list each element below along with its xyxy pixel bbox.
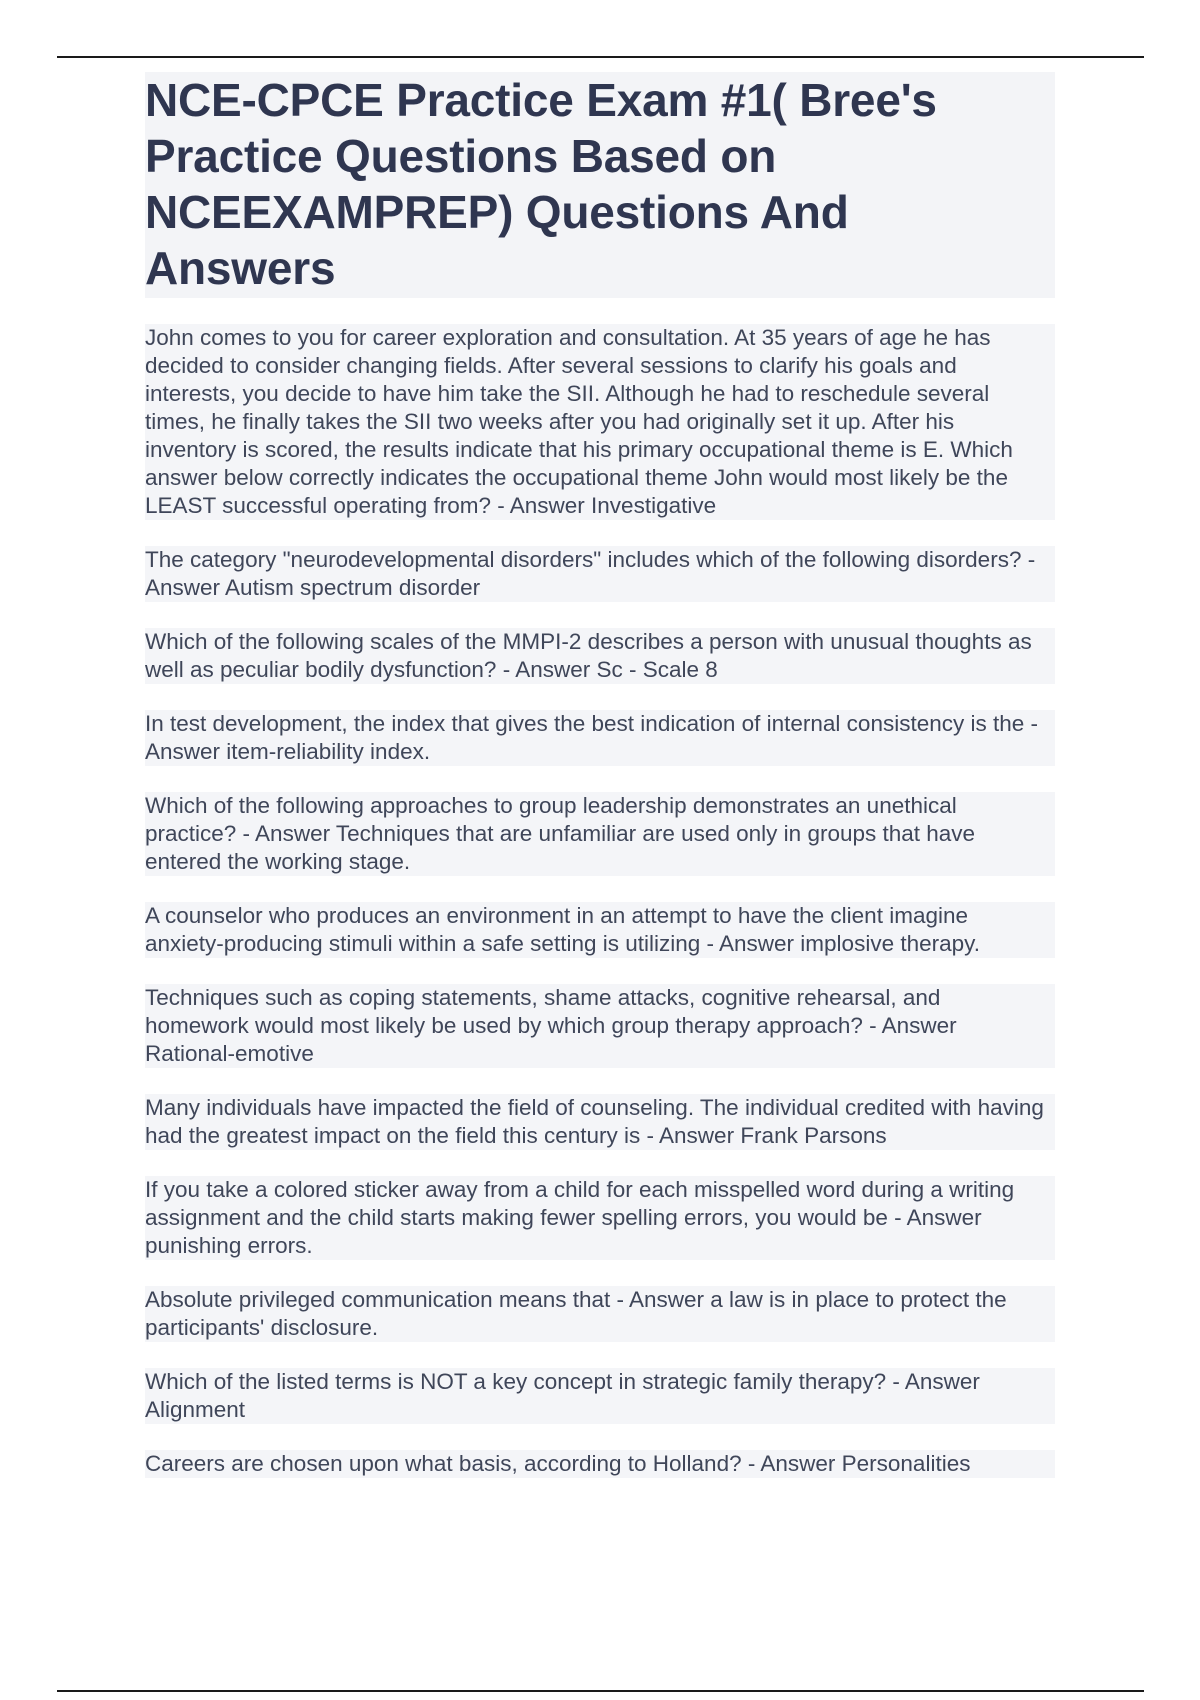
answer-text: Rational-emotive	[145, 1041, 314, 1066]
answer-text: implosive therapy.	[800, 931, 980, 956]
answer-separator: - Answer	[862, 1013, 957, 1038]
answer-separator: - Answer	[145, 547, 1036, 600]
qa-item	[145, 1176, 1055, 1260]
question-text: In test development, the index that gives the best indication of internal consistency is the	[145, 711, 1025, 736]
answer-separator: - Answer	[236, 821, 336, 846]
qa-item	[145, 710, 1055, 766]
document-page	[145, 72, 1055, 1504]
answer-text: punishing errors.	[145, 1233, 313, 1258]
answer-separator: - Answer	[741, 1451, 842, 1476]
answer-separator: - Answer	[640, 1123, 741, 1148]
top-rule	[57, 56, 1144, 58]
answer-separator: - Answer	[886, 1369, 980, 1394]
question-text: A counselor who produces an environment in an attempt to have the client imagine anxiety-producing stimuli within a safe setting is utilizing	[145, 903, 968, 956]
document-title: NCE-CPCE Practice Exam #1( Bree's Practice Questions Based on NCEEXAMPREP) Questions And Answers	[145, 72, 1055, 298]
question-text: Careers are chosen upon what basis, according to Holland?	[145, 1451, 742, 1476]
answer-text: Alignment	[145, 1397, 246, 1422]
answer-text: item-reliability index.	[226, 739, 431, 764]
question-text: Absolute privileged communication means that	[145, 1287, 611, 1312]
qa-list	[145, 324, 1055, 1478]
qa-item	[145, 792, 1055, 876]
answer-separator: - Answer	[491, 493, 592, 518]
question-text: If you take a colored sticker away from a child for each misspelled word during a writing assignment and the child starts making fewer spelling errors, you would be	[145, 1177, 1015, 1230]
question-text: Which of the following approaches to group leadership demonstrates an unethical practice?	[145, 793, 957, 846]
answer-separator: - Answer	[700, 931, 801, 956]
qa-item	[145, 1450, 1055, 1478]
qa-item	[145, 984, 1055, 1068]
qa-item	[145, 902, 1055, 958]
answer-text: a law is in place to protect the participants' disclosure.	[145, 1287, 1007, 1340]
bottom-rule	[57, 1690, 1144, 1692]
answer-text: Investigative	[591, 493, 717, 518]
qa-item	[145, 1094, 1055, 1150]
answer-text: Sc - Scale 8	[596, 657, 718, 682]
qa-item	[145, 1286, 1055, 1342]
question-text: Which of the listed terms is NOT a key concept in strategic family therapy?	[145, 1369, 887, 1394]
qa-item	[145, 1368, 1055, 1424]
qa-item	[145, 546, 1055, 602]
qa-item	[145, 628, 1055, 684]
question-text: The category "neurodevelopmental disorders" includes which of the following disorders?	[145, 547, 1022, 572]
question-text: Techniques such as coping statements, shame attacks, cognitive rehearsal, and homework would most likely be used by which group therapy approach?	[145, 985, 941, 1038]
answer-separator: - Answer	[496, 657, 597, 682]
answer-text: Autism spectrum disorder	[225, 575, 481, 600]
question-text: Many individuals have impacted the field of counseling. The individual credited with having had the greatest impact on the field this century is	[145, 1095, 1044, 1148]
answer-separator: - Answer	[887, 1205, 982, 1230]
answer-text: Techniques that are unfamiliar are used only in groups that have entered the working stage.	[145, 821, 976, 874]
question-text: John comes to you for career exploration and consultation. At 35 years of age he has decided to consider changing fields. After several sessions to clarify his goals and interests, you decide to have him take the SII. Although he had to reschedule several times, he finally takes the SII two weeks after you had originally set it up. After his inventory is scored, the results indicate that his primary occupational theme is E. Which answer below correctly indicates the occupational theme John would most likely be the LEAST successful operating from?	[145, 325, 1013, 518]
answer-separator: - Answer	[145, 711, 1039, 764]
question-text: Which of the following scales of the MMPI-2 describes a person with unusual thoughts as well as peculiar bodily dysfunction?	[145, 629, 1032, 682]
answer-separator: - Answer	[610, 1287, 711, 1312]
answer-text: Personalities	[841, 1451, 971, 1476]
qa-item	[145, 324, 1055, 520]
answer-text: Frank Parsons	[740, 1123, 887, 1148]
